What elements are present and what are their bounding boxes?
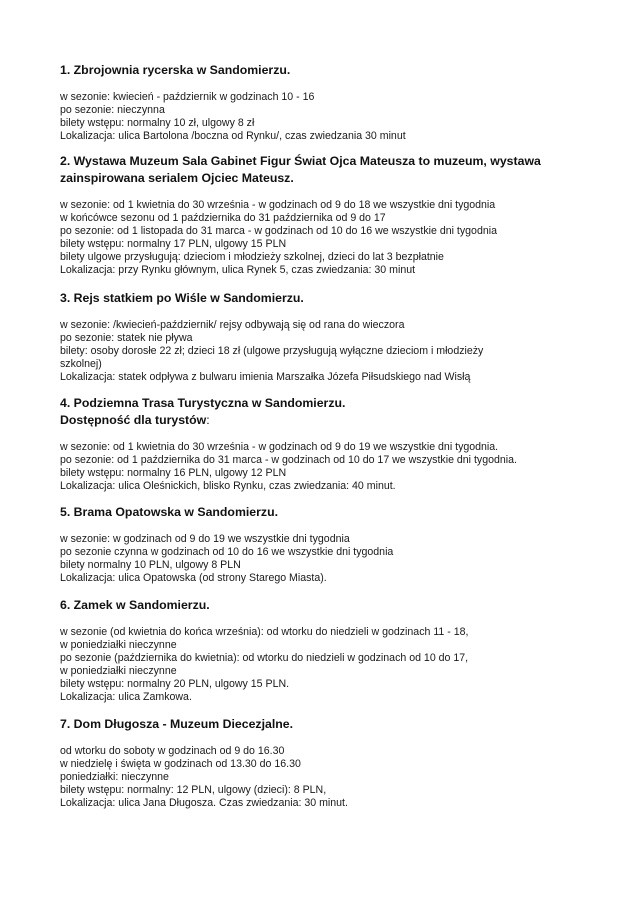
section-body — [60, 199, 620, 276]
section-body — [60, 745, 620, 810]
body-line: w końcówce sezonu od 1 października do 31 października od 9 do 17 — [60, 211, 386, 224]
section-zbrojownia — [60, 62, 620, 143]
body-line: Lokalizacja: ulica Bartolona /boczna od Rynku/, czas zwiedzania 30 minut — [60, 129, 406, 142]
section-heading: 2. Wystawa Muzeum Sala Gabinet Figur Świat Ojca Mateusza to muzeum, wystawa — [60, 154, 541, 168]
body-line: w poniedziałki nieczynne — [60, 664, 177, 677]
body-line: w sezonie (od kwietnia do końca września): od wtorku do niedzieli w godzinach 11 - 18, — [60, 626, 469, 638]
section-heading: 7. Dom Długosza - Muzeum Diecezjalne. — [60, 717, 294, 731]
section-heading-line2 — [60, 412, 620, 429]
body-line: w poniedziałki nieczynne — [60, 638, 177, 651]
heading-line2-text: Dostępność dla turystów — [60, 413, 207, 427]
body-line: w niedzielę i święta w godzinach od 13.30 do 16.30 — [60, 757, 301, 770]
body-line: bilety ulgowe przysługują: dzieciom i młodzieży szkolnej, dzieci do lat 3 bezpłatnie — [60, 250, 444, 263]
body-line: Lokalizacja: ulica Oleśnickich, blisko Rynku, czas zwiedzania: 40 minut. — [60, 479, 396, 492]
body-line: w sezonie: /kwiecień-październik/ rejsy odbywają się od rana do wieczora — [60, 319, 405, 331]
heading-line2-colon: : — [206, 413, 210, 427]
section-heading: 4. Podziemna Trasa Turystyczna w Sandomierzu. — [60, 396, 346, 410]
body-line: bilety wstępu: normalny 17 PLN, ulgowy 15 PLN — [60, 237, 287, 250]
section-podziemna-trasa — [60, 395, 620, 493]
body-line: po sezonie (października do kwietnia): od wtorku do niedzieli w godzinach od 10 do 17, — [60, 651, 469, 664]
section-heading: 5. Brama Opatowska w Sandomierzu. — [60, 505, 278, 519]
body-line: poniedziałki: nieczynne — [60, 770, 169, 783]
body-line: bilety: osoby dorosłe 22 zł; dzieci 18 zł (ulgowe przysługują wyłączne dzieciom i młodzieży — [60, 344, 484, 357]
section-body — [60, 626, 620, 703]
section-brama-opatowska — [60, 504, 620, 585]
body-line: po sezonie: statek nie pływa — [60, 331, 193, 344]
body-line: w sezonie: kwiecień - październik w godzinach 10 - 16 — [60, 91, 315, 103]
section-heading: 1. Zbrojownia rycerska w Sandomierzu. — [60, 63, 291, 77]
body-line: Lokalizacja: statek odpływa z bulwaru imienia Marszałka Józefa Piłsudskiego nad Wisłą — [60, 370, 471, 383]
body-line: po sezonie: od 1 października do 31 marca - w godzinach od 10 do 17 we wszystkie dni tygodnia. — [60, 453, 517, 466]
body-line: Lokalizacja: ulica Opatowska (od strony Starego Miasta). — [60, 571, 327, 584]
body-line: bilety wstępu: normalny 10 zł, ulgowy 8 zł — [60, 116, 255, 129]
section-body — [60, 441, 620, 493]
body-line: w sezonie: od 1 kwietnia do 30 września - w godzinach od 9 do 18 we wszystkie dni tygodnia — [60, 199, 496, 211]
body-line: od wtorku do soboty w godzinach od 9 do 16.30 — [60, 745, 285, 757]
section-heading: 3. Rejs statkiem po Wiśle w Sandomierzu. — [60, 291, 304, 305]
body-line: bilety normalny 10 PLN, ulgowy 8 PLN — [60, 558, 241, 571]
body-line: po sezonie: nieczynna — [60, 103, 165, 116]
section-rejs-statkiem — [60, 290, 620, 384]
body-line: w sezonie: w godzinach od 9 do 19 we wszystkie dni tygodnia — [60, 533, 350, 545]
body-line: bilety wstępu: normalny 16 PLN, ulgowy 12 PLN — [60, 466, 287, 479]
body-line: Lokalizacja: ulica Jana Długosza. Czas zwiedzania: 30 minut. — [60, 796, 348, 809]
body-line: Lokalizacja: ulica Zamkowa. — [60, 690, 192, 703]
section-heading-line2: zainspirowana serialem Ojciec Mateusz. — [60, 171, 294, 185]
body-line: po sezonie: od 1 listopada do 31 marca - w godzinach od 10 do 16 we wszystkie dni tygodnia — [60, 224, 497, 237]
section-wystawa-ojca-mateusza — [60, 153, 620, 276]
body-line: po sezonie czynna w godzinach od 10 do 16 we wszystkie dni tygodnia — [60, 545, 394, 558]
section-zamek — [60, 597, 620, 703]
body-line: w sezonie: od 1 kwietnia do 30 września - w godzinach od 9 do 19 we wszystkie dni tygodnia. — [60, 441, 499, 453]
section-body — [60, 319, 620, 384]
body-line: bilety wstępu: normalny 20 PLN, ulgowy 15 PLN. — [60, 677, 290, 690]
section-body — [60, 91, 620, 143]
body-line: bilety wstępu: normalny: 12 PLN, ulgowy (dzieci): 8 PLN, — [60, 783, 327, 796]
section-dom-dlugosza — [60, 716, 620, 810]
body-line: Lokalizacja: przy Rynku głównym, ulica Rynek 5, czas zwiedzania: 30 minut — [60, 263, 416, 276]
section-body — [60, 533, 620, 585]
body-line: szkolnej) — [60, 357, 102, 370]
section-heading: 6. Zamek w Sandomierzu. — [60, 598, 210, 612]
